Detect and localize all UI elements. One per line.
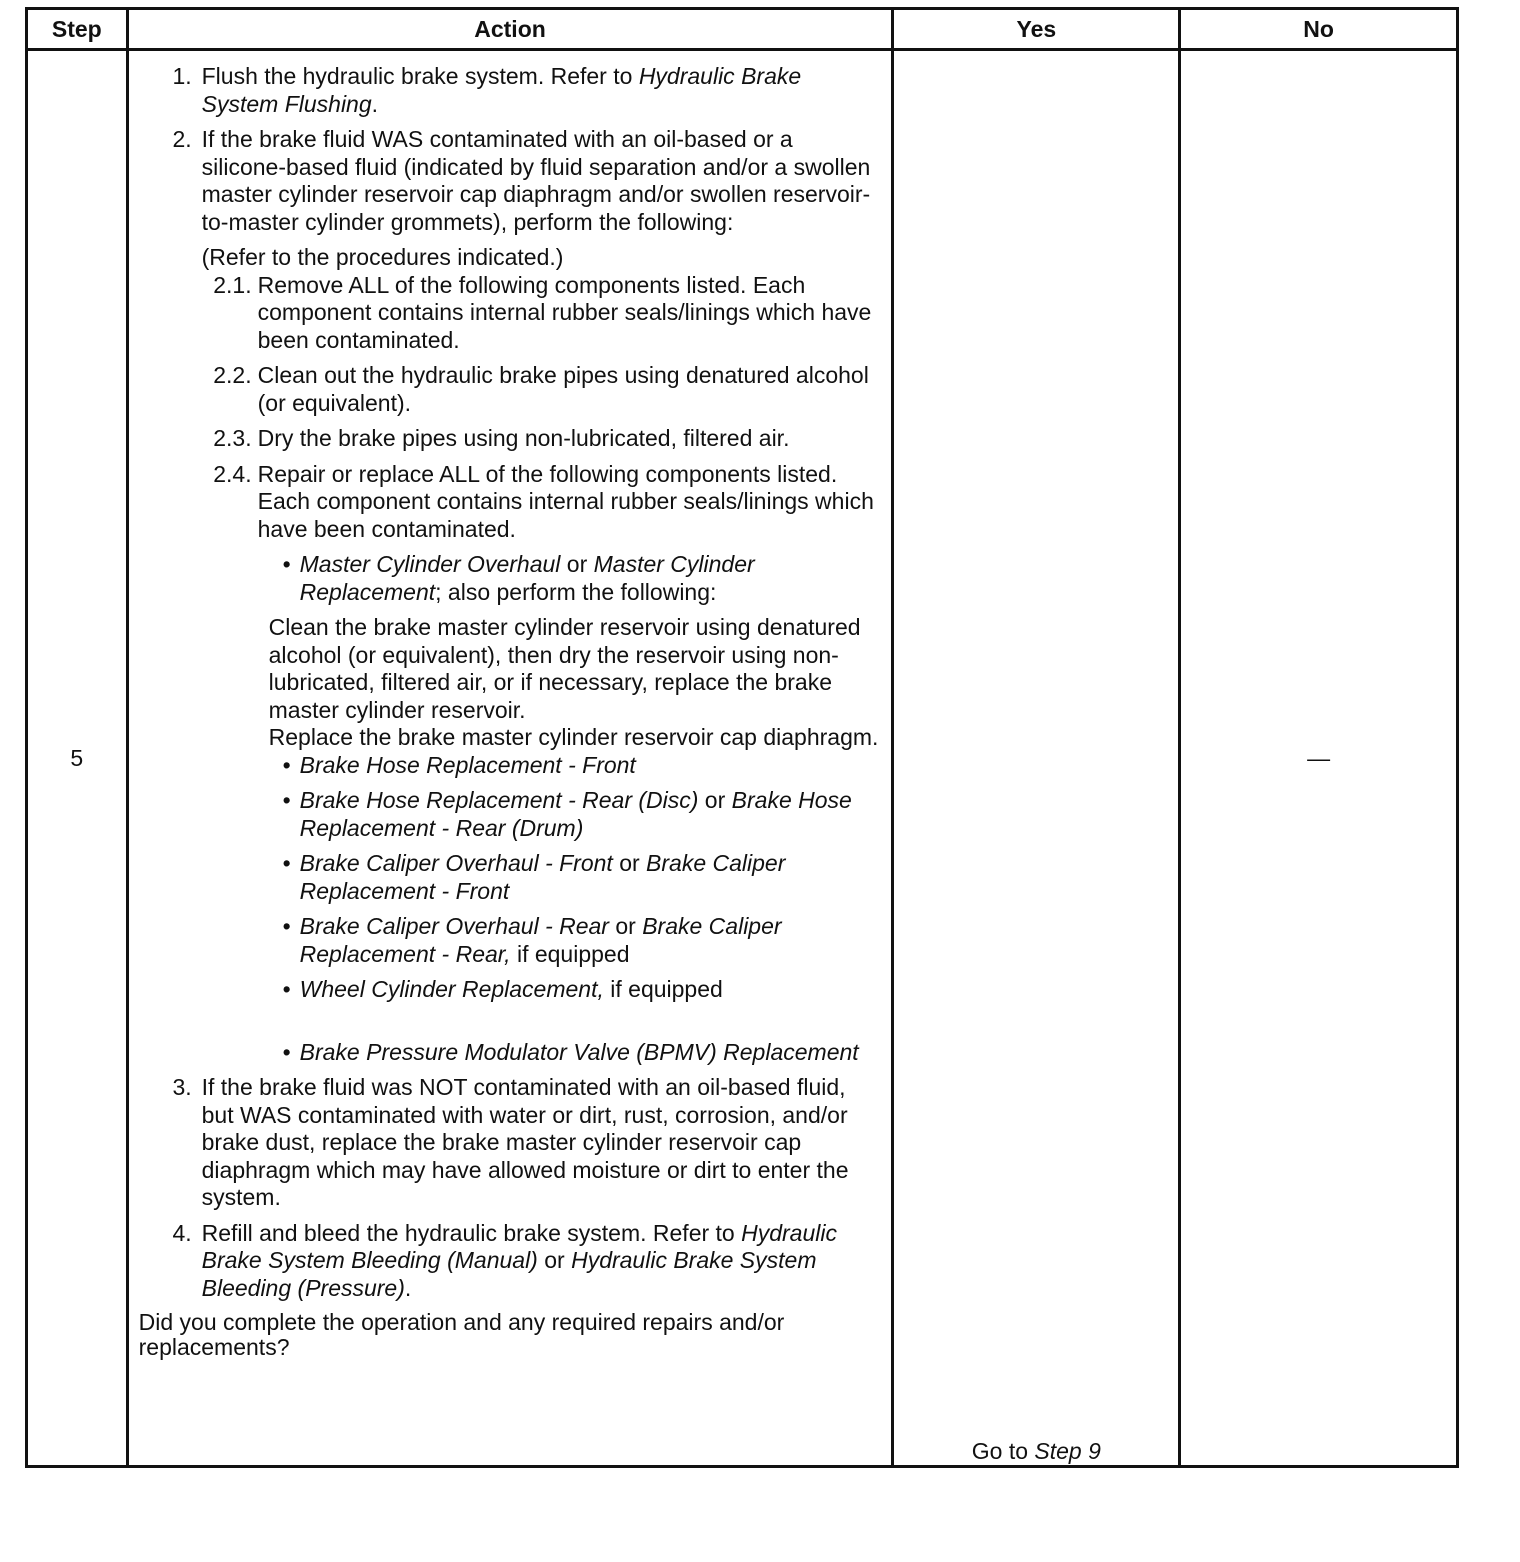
procedure-reference: Brake Caliper Overhaul - Front [299,850,613,876]
item-text-end: . [371,90,379,117]
component-bullet-5 [139,913,882,968]
header-row [27,9,1458,50]
procedure-reference: Brake Caliper Overhaul - Rear [299,913,609,939]
component-bullet-1 [139,551,882,606]
item-text: Remove ALL of the following components listed. Each component contains internal rubber seals/linings which have been contaminated. [257,271,872,353]
procedure-note: (Refer to the procedures indicated.) [201,244,564,270]
item-number: 2.4. [213,460,252,487]
connector-text: or [698,787,732,813]
bullet-icon: • [282,850,291,876]
item-text: Clean out the hydraulic brake pipes using denatured alcohol (or equivalent). [257,362,869,416]
action-subitem-2-2 [139,362,882,417]
procedure-reference: Hydraulic Brake System Flushing [201,63,802,117]
connector-text: or [537,1247,572,1273]
item-text-end: if equipped [510,940,630,967]
item-text-end: if equipped [603,976,723,1002]
bullet-icon: • [282,976,291,1002]
item-text: Dry the brake pipes using non-lubricated, filtered air. [257,425,790,451]
procedure-reference: Brake Caliper Replacement - Front [299,850,786,904]
procedure-reference: Brake Hose Replacement - Front [299,751,636,778]
item-text: Flush the hydraulic brake system. Refer to [201,63,639,89]
no-result: — [1180,50,1458,1467]
item-number: 2. [172,126,192,152]
procedure-reference: Hydraulic Brake System Bleeding (Pressure) [201,1247,817,1301]
item-text-end: . [404,1274,412,1301]
table-row [27,50,1458,1467]
connector-text: or [612,850,647,876]
procedure-reference: Master Cylinder Replacement [299,551,755,605]
item-text: Repair or replace ALL of the following components listed. Each component contains internal rubber seals/linings which have been contaminated. [257,460,874,542]
header-step: Step [27,9,128,50]
action-item-3 [139,1074,882,1212]
action-cell [127,50,893,1467]
bullet-icon: • [282,551,291,577]
completion-question: Did you complete the operation and any required repairs and/or replacements? [138,1309,785,1360]
component-bullet-2 [139,752,882,780]
component-bullet-6 [139,976,882,1004]
connector-text: or [560,551,594,577]
item-text: If the brake fluid was NOT contaminated with an oil-based fluid, but WAS contaminated with water or dirt, rust, corrosion, and/or brake dust, replace the brake master cylinder reservoir cap diaphragm which may have allowed moisture or dirt to enter the system. [201,1074,849,1210]
bullet-icon: • [282,1038,291,1065]
item-number: 1. [172,63,192,89]
procedure-reference: Wheel Cylinder Replacement, [299,976,604,1002]
action-item-2 [139,126,882,236]
bullet-icon: • [282,787,291,813]
item-text: If the brake fluid WAS contaminated with an oil-based or a silicone-based fluid (indicated by fluid separation and/or a swollen master cylinder reservoir cap diaphragm and/or swollen reservoir-to-master cylinder grommets), perform the following: [201,126,871,235]
item-number: 3. [172,1074,192,1100]
item-number: 2.3. [213,425,252,451]
component-bullet-3 [139,787,882,842]
connector-text: or [608,913,643,939]
yes-result [893,50,1180,1467]
bullet-icon: • [282,751,291,778]
item-number: 2.1. [213,271,252,298]
step-link[interactable]: Step 9 [1034,1438,1101,1464]
procedure-reference: Brake Hose Replacement - Rear (Disc) [299,787,699,813]
item-text-end: ; also perform the following: [435,578,717,605]
procedure-reference: Brake Pressure Modulator Valve (BPMV) Replacement [299,1038,859,1065]
instruction-paragraph-2: Replace the brake master cylinder reservoir cap diaphragm. [268,724,879,750]
header-no: No [1180,9,1458,50]
item-number: 2.2. [213,362,252,388]
procedure-reference: Master Cylinder Overhaul [299,551,561,577]
diagnostic-table [25,7,1459,1468]
bullet-icon: • [282,913,291,939]
action-subitem-2-3 [139,425,882,453]
action-subitem-2-1 [139,272,882,355]
action-item-4 [139,1220,882,1303]
component-bullet-4 [139,850,882,905]
action-subitem-2-4 [139,461,882,544]
procedure-reference: Brake Caliper Replacement - Rear, [299,913,782,967]
action-item-1 [139,63,882,118]
spacer [139,1012,882,1039]
instruction-paragraph-1: Clean the brake master cylinder reservoir using denatured alcohol (or equivalent), then dry the reservoir using non-lubricated, filtered air, or if necessary, replace the brake master cylinder reservoir. [268,614,861,723]
procedure-reference: Brake Hose Replacement - Rear (Drum) [299,787,852,841]
item-number: 4. [172,1219,192,1246]
item-text: Refill and bleed the hydraulic brake system. Refer to [201,1219,742,1246]
header-yes: Yes [893,9,1180,50]
procedure-reference: Hydraulic Brake System Bleeding (Manual) [201,1219,837,1273]
yes-prefix: Go to [971,1438,1035,1464]
component-bullet-7 [139,1039,882,1067]
header-action: Action [127,9,893,50]
step-number: 5 [27,50,128,1467]
